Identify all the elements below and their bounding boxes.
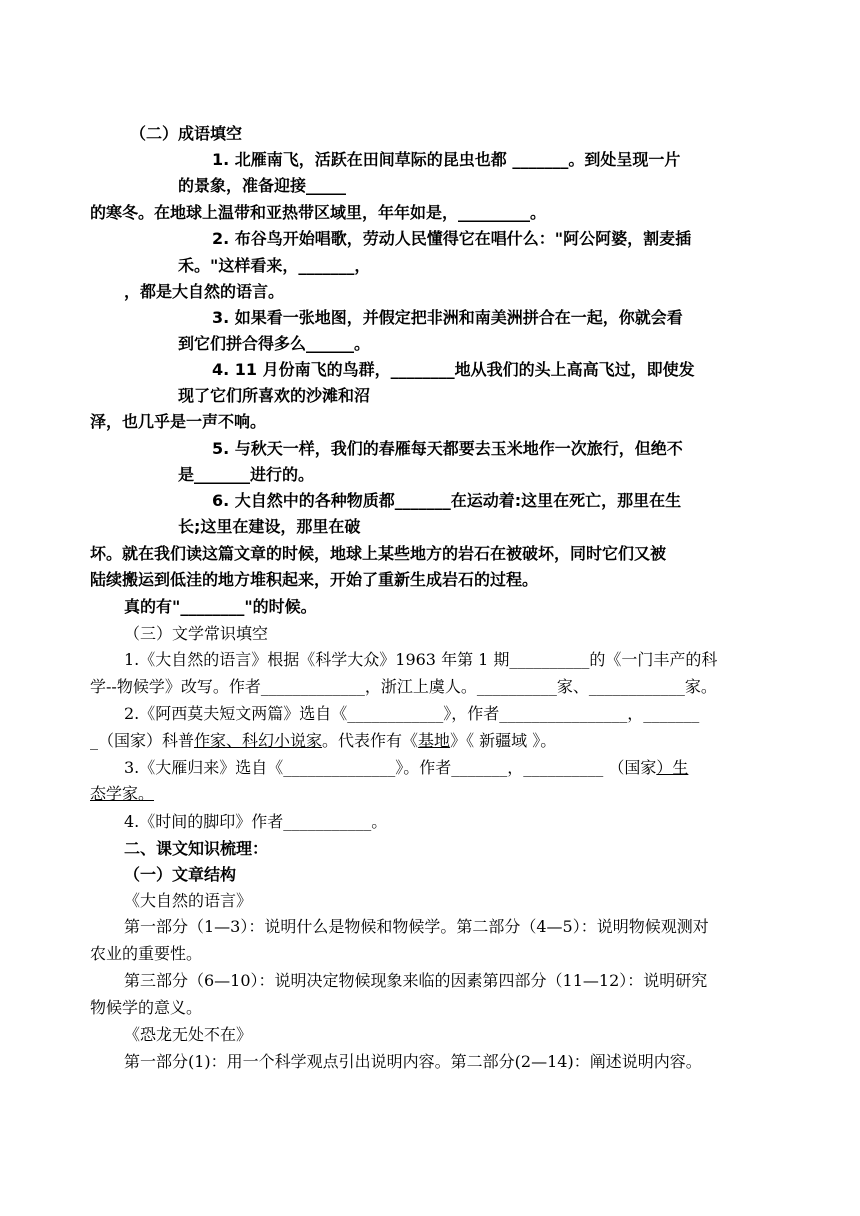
article2-title: 《恐龙无处不在》 <box>124 1025 253 1044</box>
idiom-q4-line3: 泽，也几乎是一声不响。 <box>90 412 267 431</box>
article1-para2-line1: 第三部分（6—10）：说明决定物候现象来临的因素第四部分（11—12）：说明研究 <box>124 971 708 990</box>
idiom-q1-line1: 1. 北雁南飞，活跃在田间草际的昆虫也都 _______。到处呈现一片 <box>212 150 681 169</box>
literature-q1-line1: 1.《大自然的语言》根据《科学大众》1963 年第 1 期__________的《一门丰产的科 <box>124 650 718 669</box>
idiom-q6-line3: 坏。就在我们读这篇文章的时候，地球上某些地方的岩石在被破坏，同时它们又被 <box>90 544 667 563</box>
idiom-q6-line2: 长;这里在建设，那里在破 <box>178 517 361 536</box>
section-heading-literature: （三）文学常识填空 <box>124 624 269 643</box>
literature-q2-line1: 2.《阿西莫夫短文两篇》选自《____________》，作者________________，_______ <box>124 704 700 723</box>
q2-underlined-work: 基地 <box>418 731 451 750</box>
idiom-q4-line1: 4. 11 月份南飞的鸟群，________地从我们的头上高高飞过，即使发 <box>212 360 695 379</box>
article1-para1-line2: 农业的重要性。 <box>90 944 203 963</box>
q3-text-a: 3.《大雁归来》选自《______________》。作者_______，__________ （国家 <box>124 758 657 777</box>
idiom-q2-line2: 禾。"这样看来，_______， <box>178 256 371 275</box>
idiom-q5-line1: 5. 与秋天一样，我们的春雁每天都要去玉米地作一次旅行，但绝不 <box>212 439 683 458</box>
section-heading-idioms: （二）成语填空 <box>130 124 243 143</box>
literature-q3-line2: 态学家。 <box>90 784 155 803</box>
literature-q3-line1 <box>124 758 688 778</box>
article1-title: 《大自然的语言》 <box>124 891 253 910</box>
idiom-q3-line2: 到它们拼合得多么______。 <box>178 334 371 353</box>
literature-q2-line2 <box>90 731 556 751</box>
idiom-q3-line1: 3. 如果看一张地图，并假定把非洲和南美洲拼合在一起，你就会看 <box>212 308 683 327</box>
idiom-q6-line4: 陆续搬运到低洼的地方堆积起来，开始了重新生成岩石的过程。 <box>90 570 539 589</box>
idiom-q2-line1: 2. 布谷鸟开始唱歌，劳动人民懂得它在唱什么："阿公阿婆，割麦插 <box>212 229 692 248</box>
idiom-q4-line2: 现了它们所喜欢的沙滩和沼 <box>178 386 371 405</box>
section-heading-structure: 二、课文知识梳理： <box>124 839 269 858</box>
idiom-q1-line2: 的景象，准备迎接_____ <box>178 176 347 195</box>
literature-q1-line2: 学--物候学》改写。作者_____________，浙江上虞人。__________家、____________家。 <box>90 677 717 696</box>
idiom-q6-line5: 真的有"________"的时候。 <box>124 597 317 616</box>
q2-text-a: _（国家）科普 <box>90 731 195 750</box>
idiom-q5-line2: 是_______进行的。 <box>178 465 315 484</box>
q2-text-c: 》《 新疆域 》。 <box>450 731 557 750</box>
article1-para1-line1: 第一部分（1—3）：说明什么是物候和物候学。第二部分（4—5）：说明物候观测对 <box>124 917 709 936</box>
article2-para1: 第一部分(1)：用一个科学观点引出说明内容。第二部分(2—14)：阐述说明内容。 <box>124 1052 702 1071</box>
q3-underlined-a: ）生 <box>656 758 689 777</box>
subheading-article-structure: （一）文章结构 <box>124 865 237 884</box>
q2-text-b: 。代表作有《 <box>322 731 419 750</box>
article1-para2-line2: 物候学的意义。 <box>90 998 203 1017</box>
idiom-q6-line1: 6. 大自然中的各种物质都_______在运动着:这里在死亡，那里在生 <box>212 491 682 510</box>
literature-q4: 4.《时间的脚印》作者___________。 <box>124 812 388 831</box>
idiom-q1-line3: 的寒冬。在地球上温带和亚热带区域里，年年如是，_________。 <box>90 203 547 222</box>
q2-underlined-profession: 作家、科幻小说家 <box>194 731 323 750</box>
idiom-q2-line3: ，都是大自然的语言。 <box>124 282 285 301</box>
